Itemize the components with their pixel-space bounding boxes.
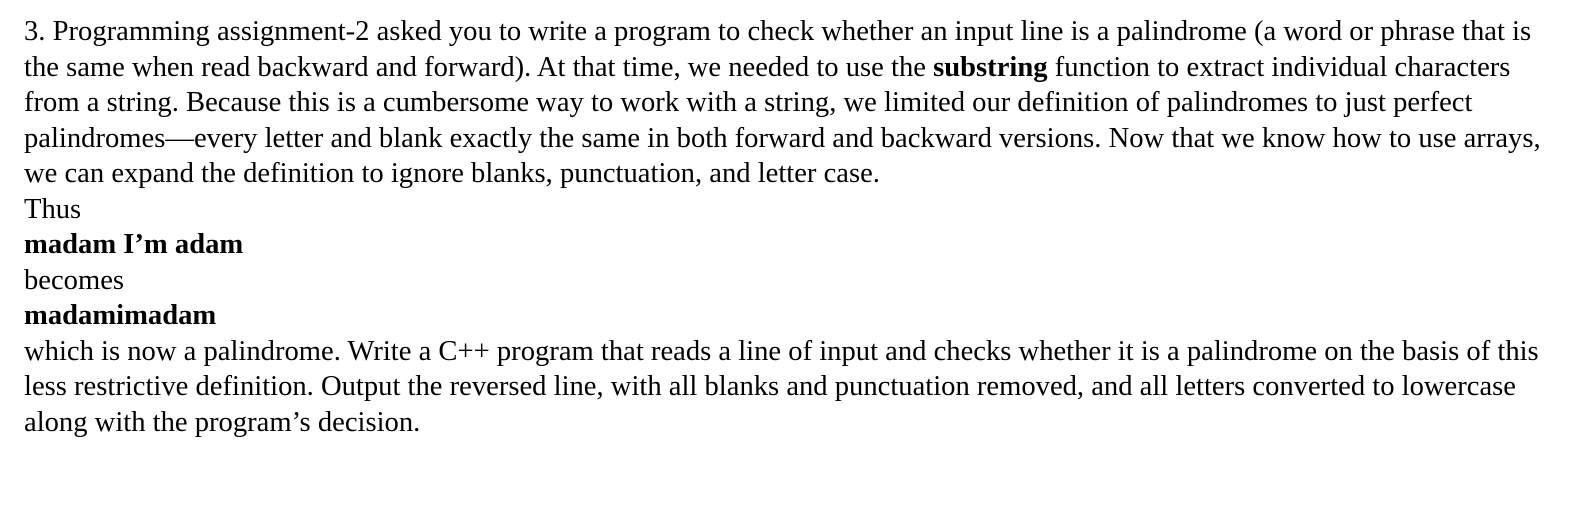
intro-text-start: 3. Programming assignment-2 asked you to write a program to check whether an input line is a palindrome (a word or phrase that is the same when read backward and forward). At that time, we needed to use the xyxy=(24,16,1532,83)
becomes-line: becomes xyxy=(24,264,125,296)
thus-line: Thus xyxy=(24,193,82,225)
conclusion-paragraph: which is now a palindrome. Write a C++ program that reads a line of input and checks whether it is a palindrome on the basis of this less restrictive definition. Output the reversed line, with all blanks and punctuation removed, and all letters converted to lowercase along with the program’s decision. xyxy=(24,335,1539,438)
question-intro-paragraph xyxy=(24,14,1554,192)
example-output-phrase: madamimadam xyxy=(24,300,217,331)
intro-text-end: function to extract individual characters from a string. Because this is a cumbersome way to work with a string, we limited our definition of palindromes to just perfect palindromes—every letter and blank exactly the same in both forward and backward versions. Now that we know how to use arrays, we can expand the definition to ignore blanks, punctuation, and letter case. xyxy=(24,51,1541,189)
assignment-document xyxy=(24,14,1554,440)
substring-keyword: substring xyxy=(933,51,1048,83)
example-input-phrase: madam I’m adam xyxy=(24,229,244,260)
